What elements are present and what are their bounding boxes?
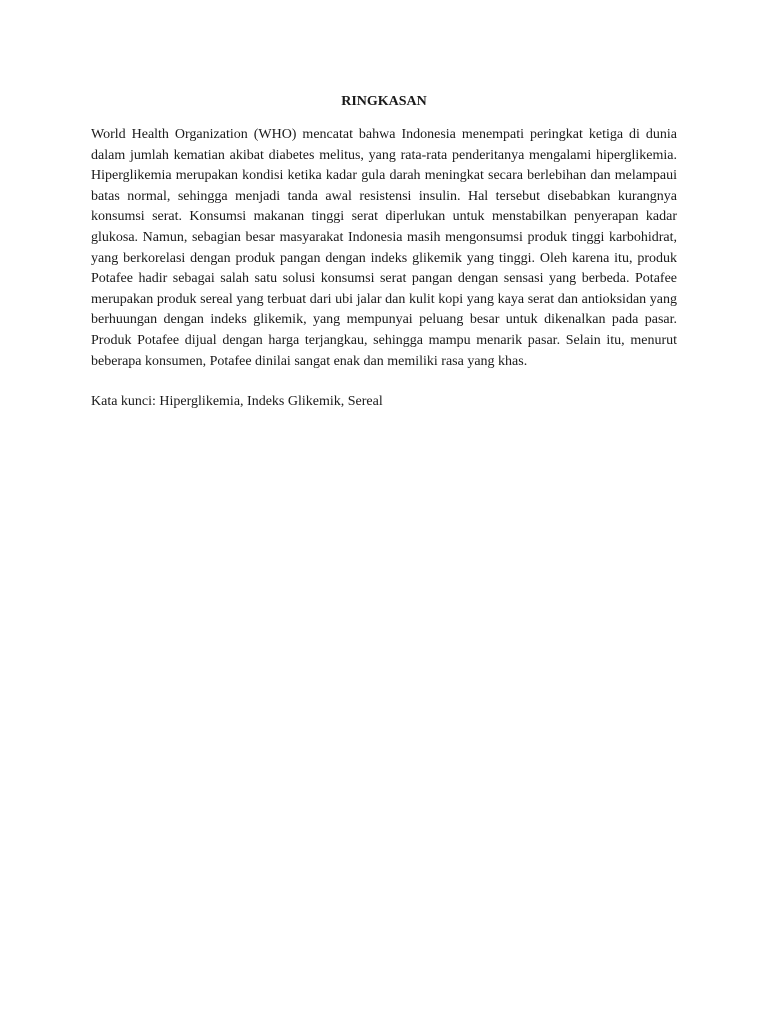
keywords-line: Kata kunci: Hiperglikemia, Indeks Glikemik, Sereal [91, 394, 383, 410]
document-title: RINGKASAN [341, 94, 427, 109]
document-content [91, 93, 677, 412]
abstract-paragraph: World Health Organization (WHO) mencatat bahwa Indonesia menempati peringkat ketiga di dunia dalam jumlah kematian akibat diabetes melitus, yang rata-rata penderitanya mengalami hiperglikemia. Hiperglikemia merupakan kondisi ketika kadar gula darah meningkat secara berlebihan dan melampaui batas normal, sehingga menjadi tanda awal resistensi insulin. Hal tersebut disebabkan kurangnya konsumsi serat. Konsumsi makanan tinggi serat diperlukan untuk menstabilkan penyerapan kadar glukosa. Namun, sebagian besar masyarakat Indonesia masih mengonsumsi produk tinggi karbohidrat, yang berkorelasi dengan produk pangan dengan indeks glikemik yang tinggi. Oleh karena itu, produk Potafee hadir sebagai salah satu solusi konsumsi serat pangan dengan sensasi yang berbeda. Potafee merupakan produk sereal yang terbuat dari ubi jalar dan kulit kopi yang kaya serat dan antioksidan yang berhuungan dengan indeks glikemik, yang mempunyai peluang besar untuk dikenalkan pada pasar. Produk Potafee dijual dengan harga terjangkau, sehingga mampu menarik pasar. Selain itu, menurut beberapa konsumen, Potafee dinilai sangat enak dan memiliki rasa yang khas. [91, 127, 677, 369]
